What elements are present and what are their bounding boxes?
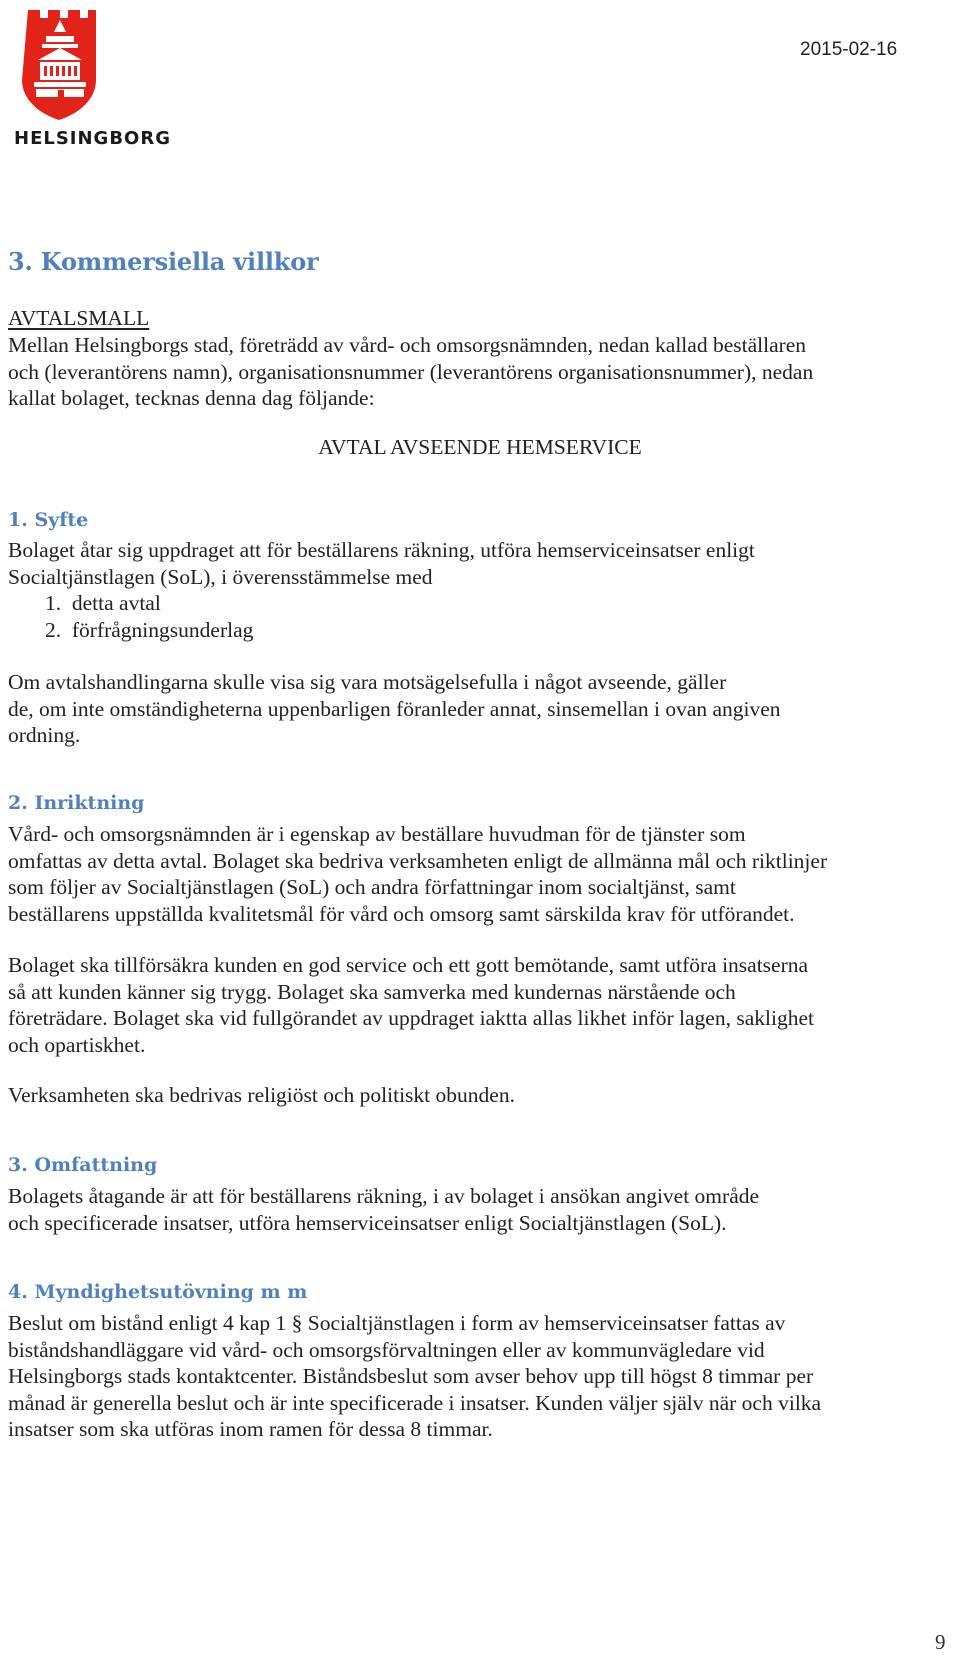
intro-line: kallat bolaget, tecknas denna dag följande:	[8, 386, 375, 411]
myndighetsutovning-paragraph	[8, 1310, 953, 1443]
list-item-number: 2.	[45, 617, 62, 642]
paragraph-line: Beslut om bistånd enligt 4 kap 1 § Socialtjänstlagen i form av hemserviceinsatser fattas av	[8, 1311, 786, 1335]
avtalsmall-label: AVTALSMALL	[8, 306, 150, 330]
helsingborg-logo	[14, 6, 171, 149]
agreement-title: AVTAL AVSEENDE HEMSERVICE	[318, 435, 642, 459]
section-heading-inriktning: 2. Inriktning	[8, 792, 145, 814]
intro-paragraph	[8, 332, 953, 412]
document-list	[8, 590, 253, 643]
paragraph-line: Helsingborgs stads kontaktcenter. Biståndsbeslut som avser behov upp till högst 8 timmar per	[8, 1364, 814, 1389]
paragraph-line: beställarens uppställda kvalitetsmål för vård och omsorg samt särskilda krav för utförandet.	[8, 901, 795, 926]
paragraph-line: omfattas av detta avtal. Bolaget ska bedriva verksamheten enligt de allmänna mål och riktlinjer	[8, 848, 828, 873]
inriktning-paragraph-1	[8, 821, 953, 927]
syfte-line: Socialtjänstlagen (SoL), i överensstämmelse med	[8, 564, 433, 589]
list-item	[8, 617, 253, 644]
paragraph-line: företrädare. Bolaget ska vid fullgörandet av uppdraget iaktta allas likhet inför lagen, saklighet	[8, 1006, 814, 1031]
paragraph-line: och specificerade insatser, utföra hemserviceinsatser enligt Socialtjänstlagen (SoL).	[8, 1210, 727, 1235]
section-heading-syfte: 1. Syfte	[8, 509, 89, 531]
inriktning-paragraph-3: Verksamheten ska bedrivas religiöst och politiskt obunden.	[8, 1083, 515, 1107]
order-line: Om avtalshandlingarna skulle visa sig vara motsägelsefulla i något avseende, gäller	[8, 670, 727, 694]
paragraph-line: insatser som ska utföras inom ramen för dessa 8 timmar.	[8, 1417, 493, 1442]
order-paragraph	[8, 669, 953, 749]
helsingborg-coat-of-arms-icon	[14, 6, 110, 124]
paragraph-line: biståndshandläggare vid vård- och omsorgsförvaltningen eller av kommunvägledare vid	[8, 1337, 765, 1362]
paragraph-line: månad är generella beslut och är inte specificerade i insatser. Kunden väljer själv när och vilka	[8, 1390, 822, 1415]
paragraph-line: Vård- och omsorgsnämnden är i egenskap av beställare huvudman för de tjänster som	[8, 822, 746, 846]
inriktning-paragraph-2	[8, 952, 953, 1058]
omfattning-paragraph	[8, 1183, 953, 1236]
list-item-number: 1.	[45, 591, 62, 615]
document-date: 2015-02-16	[800, 39, 898, 60]
paragraph-line: och opartiskhet.	[8, 1032, 146, 1057]
logo-wordmark: HELSINGBORG	[14, 128, 171, 149]
syfte-line: Bolaget åtar sig uppdraget att för beställarens räkning, utföra hemserviceinsatser enligt	[8, 538, 755, 562]
list-item-text: detta avtal	[71, 591, 161, 615]
section-heading-myndighetsutovning: 4. Myndighetsutövning m m	[8, 1281, 308, 1303]
intro-line: och (leverantörens namn), organisationsnummer (leverantörens organisationsnummer), nedan	[8, 359, 814, 384]
intro-line: Mellan Helsingborgs stad, företrädd av vård- och omsorgsnämnden, nedan kallad beställaren	[8, 333, 807, 357]
syfte-paragraph	[8, 537, 953, 590]
section-heading-omfattning: 3. Omfattning	[8, 1154, 158, 1176]
order-line: ordning.	[8, 723, 81, 748]
page-title: 3. Kommersiella villkor	[8, 247, 319, 276]
paragraph-line: så att kunden känner sig trygg. Bolaget ska samverka med kundernas närstående och	[8, 979, 736, 1004]
paragraph-line: som följer av Socialtjänstlagen (SoL) och andra författningar inom socialtjänst, samt	[8, 875, 736, 900]
paragraph-line: Bolaget ska tillförsäkra kunden en god service och ett gott bemötande, samt utföra insatserna	[8, 953, 809, 977]
paragraph-line: Bolagets åtagande är att för beställarens räkning, i av bolaget i ansökan angivet område	[8, 1184, 760, 1208]
list-item	[8, 590, 253, 617]
order-line: de, om inte omständigheterna uppenbarligen föranleder annat, sinsemellan i ovan angiven	[8, 696, 781, 721]
page-number: 9	[935, 1630, 946, 1654]
list-item-text: förfrågningsunderlag	[71, 617, 254, 642]
